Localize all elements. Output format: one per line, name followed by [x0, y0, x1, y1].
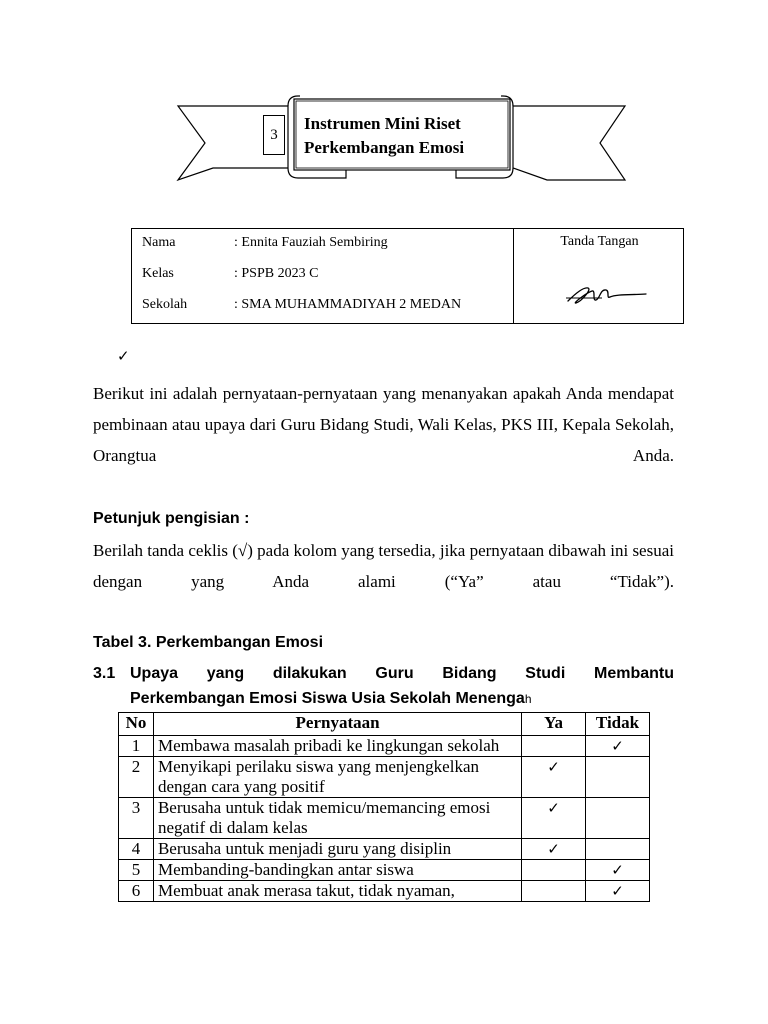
table-header-row [119, 713, 650, 736]
section-number-badge: 3 [263, 115, 285, 155]
instruction-text: Berilah tanda ceklis (√) pada kolom yang tersedia, jika pernyataan dibawah ini sesuai dengan yang Anda alami (“Ya” atau “Tidak”). [93, 541, 674, 591]
header-statement: Pernyataan [153, 713, 521, 736]
identity-label: Kelas [142, 266, 174, 281]
banner-title-line1: Instrumen Mini Riset [304, 114, 461, 133]
row-statement: Berusaha untuk tidak memicu/memancing emosi negatif di dalam kelas [153, 798, 521, 839]
identity-box [131, 228, 684, 324]
header-no: No [119, 713, 154, 736]
identity-label: Sekolah [142, 297, 188, 312]
row-number: 1 [119, 736, 154, 757]
identity-row-name [142, 235, 388, 251]
tidak-cell[interactable] [586, 798, 650, 839]
row-number: 2 [119, 757, 154, 798]
tidak-cell[interactable]: ✓ [586, 736, 650, 757]
row-statement: Membanding-bandingkan antar siswa [153, 860, 521, 881]
table-row [119, 798, 650, 839]
identity-row-school [142, 297, 461, 313]
ribbon-banner [0, 0, 768, 200]
tidak-cell[interactable]: ✓ [586, 860, 650, 881]
signature-label: Tanda Tangan [560, 234, 639, 249]
tidak-cell[interactable]: ✓ [586, 881, 650, 902]
ya-cell[interactable]: ✓ [522, 757, 586, 798]
table-row [119, 860, 650, 881]
row-number: 4 [119, 839, 154, 860]
identity-label: Nama [142, 235, 176, 250]
identity-value: : Ennita Fauziah Sembiring [234, 235, 388, 250]
identity-value: : PSPB 2023 C [234, 266, 319, 281]
subsection-title-tail: h [524, 692, 532, 706]
subsection-title-line1: Upaya yang dilakukan Guru Bidang Studi Membantu [130, 665, 674, 682]
intro-paragraph: Berikut ini adalah pernyataan-pernyataan yang menanyakan apakah Anda mendapat pembinaan atau upaya dari Guru Bidang Studi, Wali Kelas, PKS III, Kepala Sekolah, Orangtua Anda. [93, 384, 674, 465]
tidak-cell[interactable] [586, 757, 650, 798]
table-row [119, 757, 650, 798]
emotion-table [118, 712, 650, 902]
subsection-title-line2-text: Perkembangan Emosi Siswa Usia Sekolah Menenga [130, 690, 525, 707]
row-number: 6 [119, 881, 154, 902]
ya-cell[interactable] [522, 881, 586, 902]
subsection-number: 3.1 [93, 665, 116, 682]
ya-cell[interactable] [522, 860, 586, 881]
subsection-title-line2 [130, 690, 532, 708]
table-row [119, 839, 650, 860]
header-ya: Ya [522, 713, 586, 736]
check-mark: ✓ [117, 347, 130, 365]
table-row [119, 736, 650, 757]
ya-cell[interactable]: ✓ [522, 798, 586, 839]
ya-cell[interactable]: ✓ [522, 839, 586, 860]
identity-row-class [142, 266, 318, 282]
table-caption: Tabel 3. Perkembangan Emosi [93, 634, 324, 651]
handwritten-signature [562, 279, 652, 309]
identity-value: : SMA MUHAMMADIYAH 2 MEDAN [234, 297, 462, 312]
banner-title-line2: Perkembangan Emosi [304, 138, 465, 157]
header-tidak: Tidak [586, 713, 650, 736]
row-number: 5 [119, 860, 154, 881]
table-row [119, 881, 650, 902]
instruction-heading: Petunjuk pengisian : [93, 510, 250, 527]
row-statement: Membawa masalah pribadi ke lingkungan sekolah [153, 736, 521, 757]
row-statement: Menyikapi perilaku siswa yang menjengkelkan dengan cara yang positif [153, 757, 521, 798]
row-statement: Membuat anak merasa takut, tidak nyaman, [153, 881, 521, 902]
ya-cell[interactable] [522, 736, 586, 757]
tidak-cell[interactable] [586, 839, 650, 860]
row-number: 3 [119, 798, 154, 839]
banner-title [304, 112, 504, 160]
row-statement: Berusaha untuk menjadi guru yang disiplin [153, 839, 521, 860]
